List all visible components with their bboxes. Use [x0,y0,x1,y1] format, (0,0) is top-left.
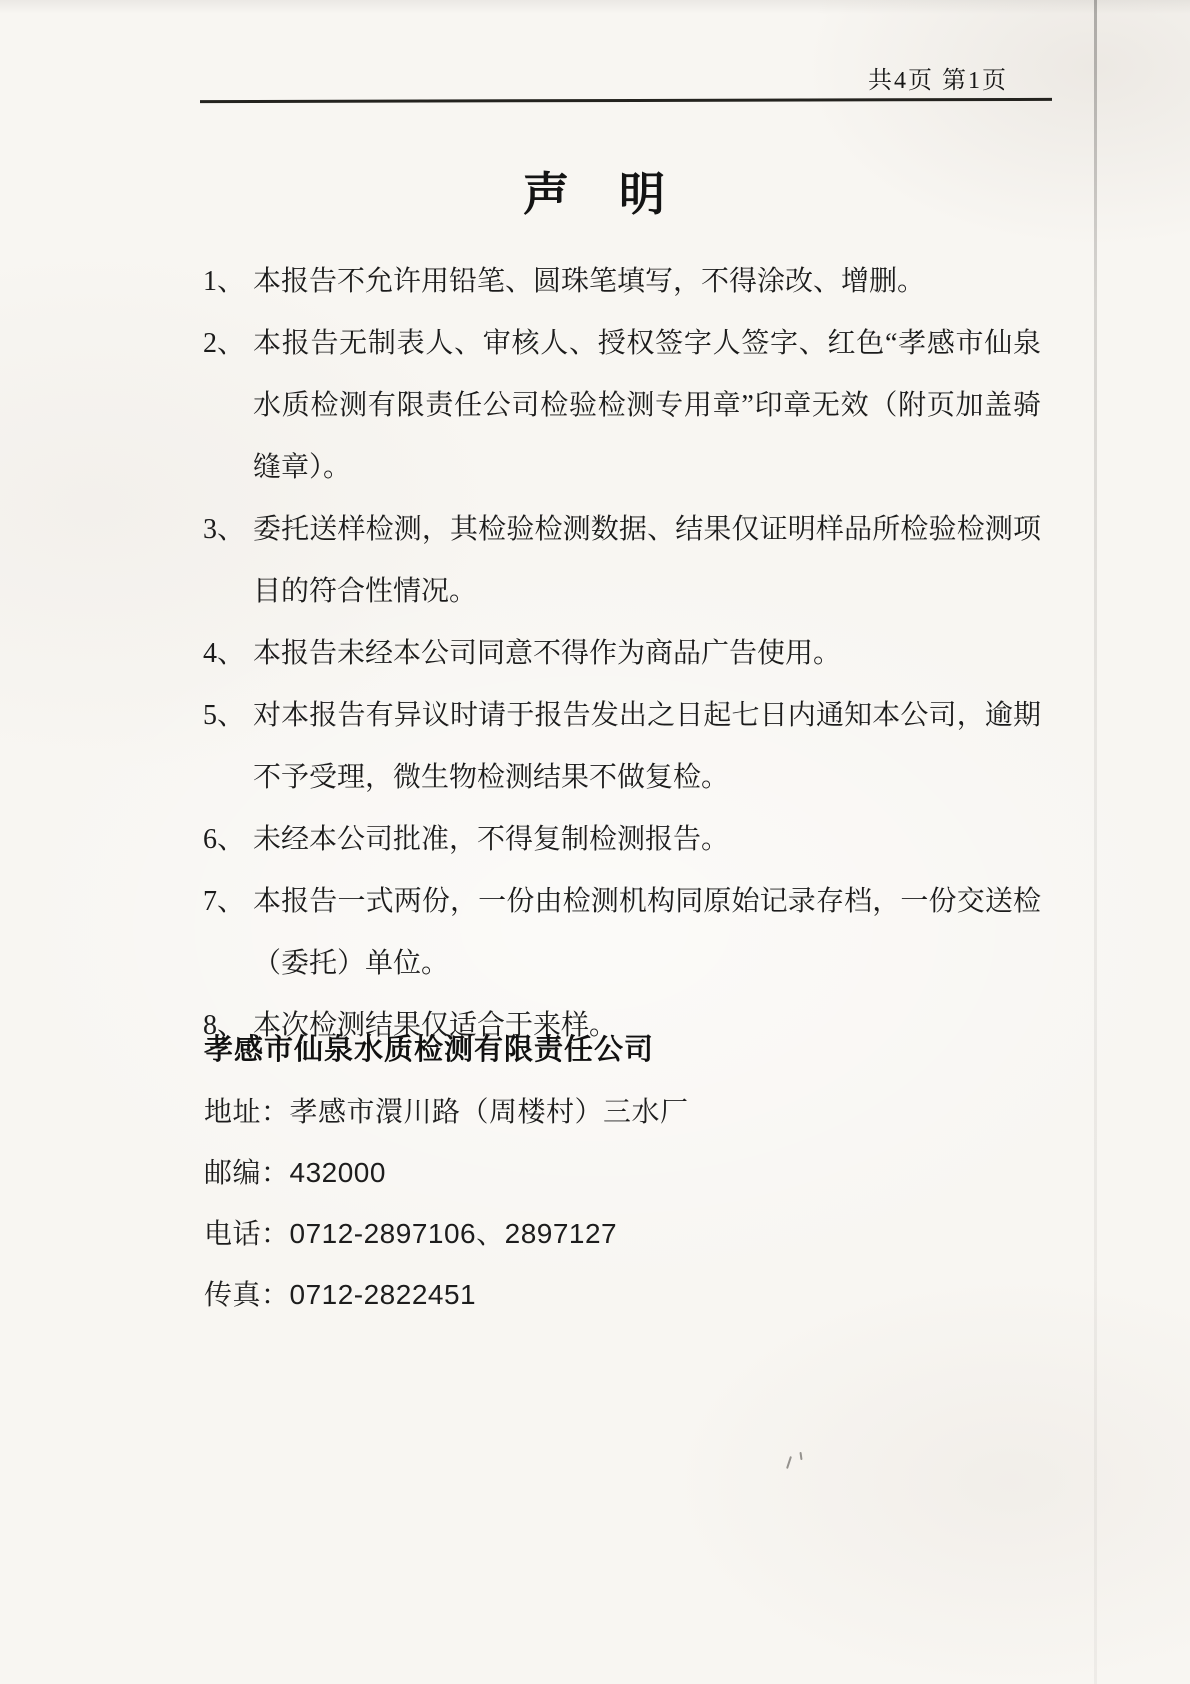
statement-text: 本报告未经本公司同意不得作为商品广告使用。 [253,638,842,669]
statement-text: 对本报告有异议时请于报告发出之日起七日内通知本公司，逾期不予受理，微生物检测结果不做复检。 [253,700,1041,793]
statement-number: 2、 [203,328,246,359]
company-name: 孝感市仙泉水质检测有限责任公司 [204,1034,655,1066]
document-title: 声 明 [523,169,667,220]
statement-number: 4、 [203,638,246,669]
statement-text: 本次检测结果仅适合于来样。 [253,1010,618,1041]
phone-line: 电话：0712-2897106、2897127 [204,1218,618,1249]
statement-item [203,251,1041,313]
statement-item [203,313,1041,499]
statements-list [203,251,1041,1057]
statement-number: 1、 [203,266,246,297]
postal-code-line: 邮编：432000 [204,1157,386,1188]
handwritten-mark [780,1450,810,1480]
statement-text: 本报告无制表人、审核人、授权签字人签字、红色“孝感市仙泉水质检测有限责任公司检验检测专用章”印章无效（附页加盖骑缝章）。 [253,328,1041,483]
statement-number: 5、 [203,700,246,731]
statement-item [203,499,1041,623]
contact-block [204,1020,689,1325]
scan-edge-artifact [1094,0,1097,1684]
statement-text: 本报告不允许用铅笔、圆珠笔填写，不得涂改、增删。 [253,266,926,297]
statement-item [203,623,1041,685]
fax-line: 传真：0712-2822451 [204,1279,477,1310]
statement-number: 7、 [203,886,246,917]
statement-number: 6、 [203,824,246,855]
statement-text: 委托送样检测，其检验检测数据、结果仅证明样品所检验检测项目的符合性情况。 [253,514,1041,607]
statement-item [203,871,1041,995]
page-indicator: 共4页 第1页 [868,68,1008,94]
statement-text: 未经本公司批准，不得复制检测报告。 [253,824,730,855]
statement-number: 3、 [203,514,246,545]
statement-text: 本报告一式两份，一份由检测机构同原始记录存档，一份交送检（委托）单位。 [253,886,1041,979]
statement-item [203,685,1041,809]
statement-number: 8、 [203,1010,246,1041]
address-line: 地址：孝感市澴川路（周楼村）三水厂 [204,1096,689,1127]
header-rule [200,98,1052,103]
statement-item [203,809,1041,871]
